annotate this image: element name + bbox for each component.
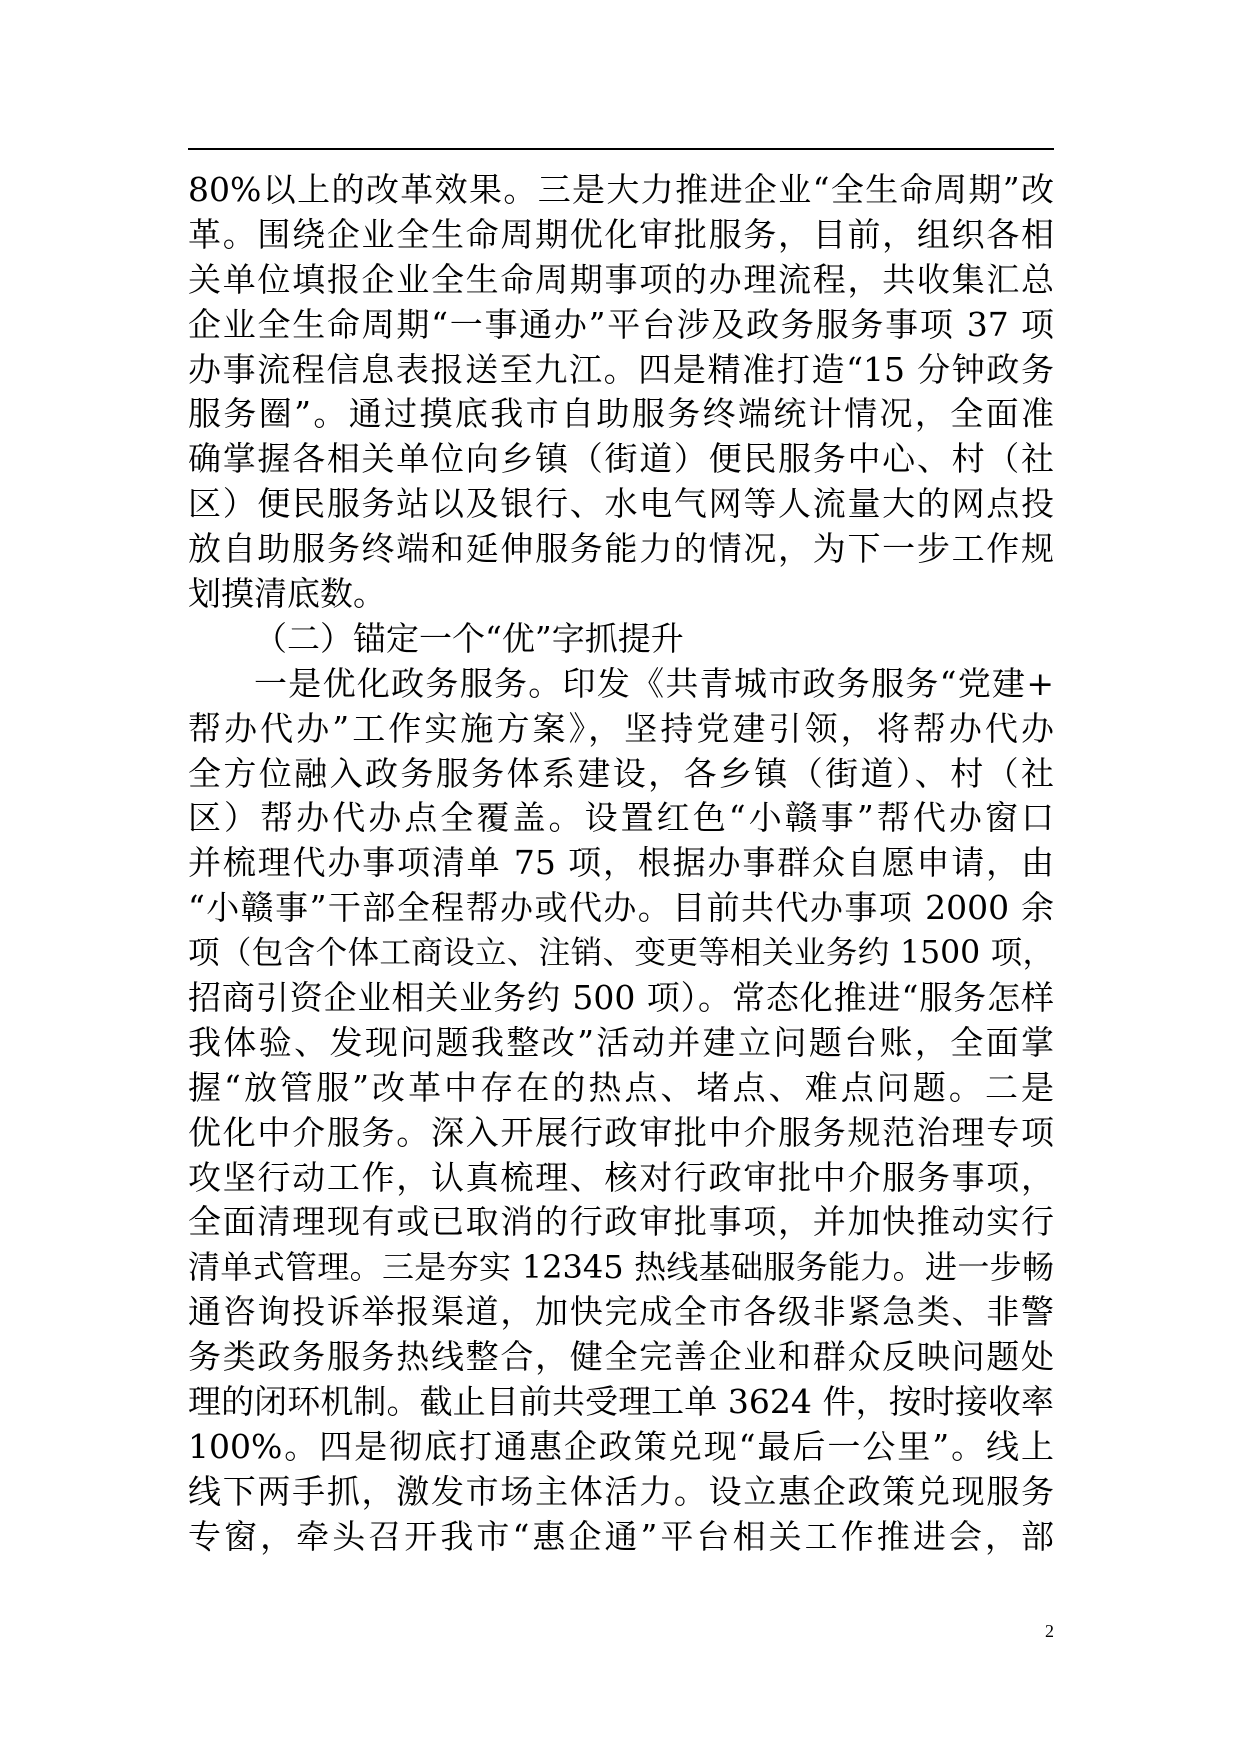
document-body: [188, 168, 1054, 1560]
text-line: 全面清理现有或已取消的行政审批事项，并加快推动实行: [188, 1202, 1054, 1242]
text-line: 优化中介服务。深入开展行政审批中介服务规范治理专项: [188, 1112, 1054, 1152]
header-rule: [188, 148, 1054, 150]
text-line: 区）帮办代办点全覆盖。设置红色“小赣事”帮代办窗口: [188, 798, 1054, 838]
text-line: 服务圈”。通过摸底我市自助服务终端统计情况，全面准: [188, 394, 1054, 434]
text-line: 线下两手抓，激发市场主体活力。设立惠企政策兑现服务: [188, 1471, 1054, 1511]
text-line: 全方位融入政务服务体系建设，各乡镇（街道）、村（社: [188, 753, 1054, 793]
text-line: 关单位填报企业全生命周期事项的办理流程，共收集汇总: [188, 259, 1054, 299]
text-line: 放自助服务终端和延伸服务能力的情况，为下一步工作规: [188, 529, 1054, 569]
text-line: 100%。四是彻底打通惠企政策兑现“最后一公里”。线上: [188, 1426, 1054, 1466]
text-line: 划摸清底数。: [188, 574, 386, 614]
text-line: 招商引资企业相关业务约 500 项）。常态化推进“服务怎样: [188, 978, 1054, 1018]
text-line: 80%以上的改革效果。三是大力推进企业“全生命周期”改: [188, 170, 1054, 209]
text-line: 我体验、发现问题我整改”活动并建立问题台账，全面掌: [188, 1022, 1054, 1062]
page-number: 2: [1045, 1621, 1054, 1641]
text-line: 确掌握各相关单位向乡镇（街道）便民服务中心、村（社: [188, 439, 1054, 479]
text-line: “小赣事”干部全程帮办或代办。目前共代办事项 2000 余: [188, 888, 1054, 928]
text-line: 清单式管理。三是夯实 12345 热线基础服务能力。进一步畅: [188, 1248, 1054, 1287]
text-line: 通咨询投诉举报渠道，加快完成全市各级非紧急类、非警: [188, 1292, 1054, 1332]
paragraph-first-line: 一是优化政务服务。印发《共青城市政务服务“党建+: [254, 663, 1054, 703]
section-heading: （二）锚定一个“优”字抓提升: [254, 618, 684, 658]
text-line: 专窗，牵头召开我市“惠企通”平台相关工作推进会，部: [188, 1516, 1054, 1556]
text-line: 理的闭环机制。截止目前共受理工单 3624 件，按时接收率: [188, 1382, 1054, 1422]
text-line: 区）便民服务站以及银行、水电气网等人流量大的网点投: [188, 484, 1054, 524]
text-line: 帮办代办”工作实施方案》，坚持党建引领，将帮办代办: [188, 708, 1054, 748]
text-line: 握“放管服”改革中存在的热点、堵点、难点问题。二是: [188, 1067, 1054, 1107]
text-line: 并梳理代办事项清单 75 项，根据办事群众自愿申请，由: [188, 843, 1054, 883]
text-line: 办事流程信息表报送至九江。四是精准打造“15 分钟政务: [188, 349, 1054, 389]
text-line: 企业全生命周期“一事通办”平台涉及政务服务事项 37 项: [188, 304, 1054, 344]
text-line: 务类政务服务热线整合，健全完善企业和群众反映问题处: [188, 1337, 1054, 1377]
text-line: 革。围绕企业全生命周期优化审批服务，目前，组织各相: [188, 214, 1054, 254]
text-line: 项（包含个体工商设立、注销、变更等相关业务约 1500 项，: [188, 935, 1054, 972]
text-line: 攻坚行动工作，认真梳理、核对行政审批中介服务事项，: [188, 1157, 1054, 1197]
